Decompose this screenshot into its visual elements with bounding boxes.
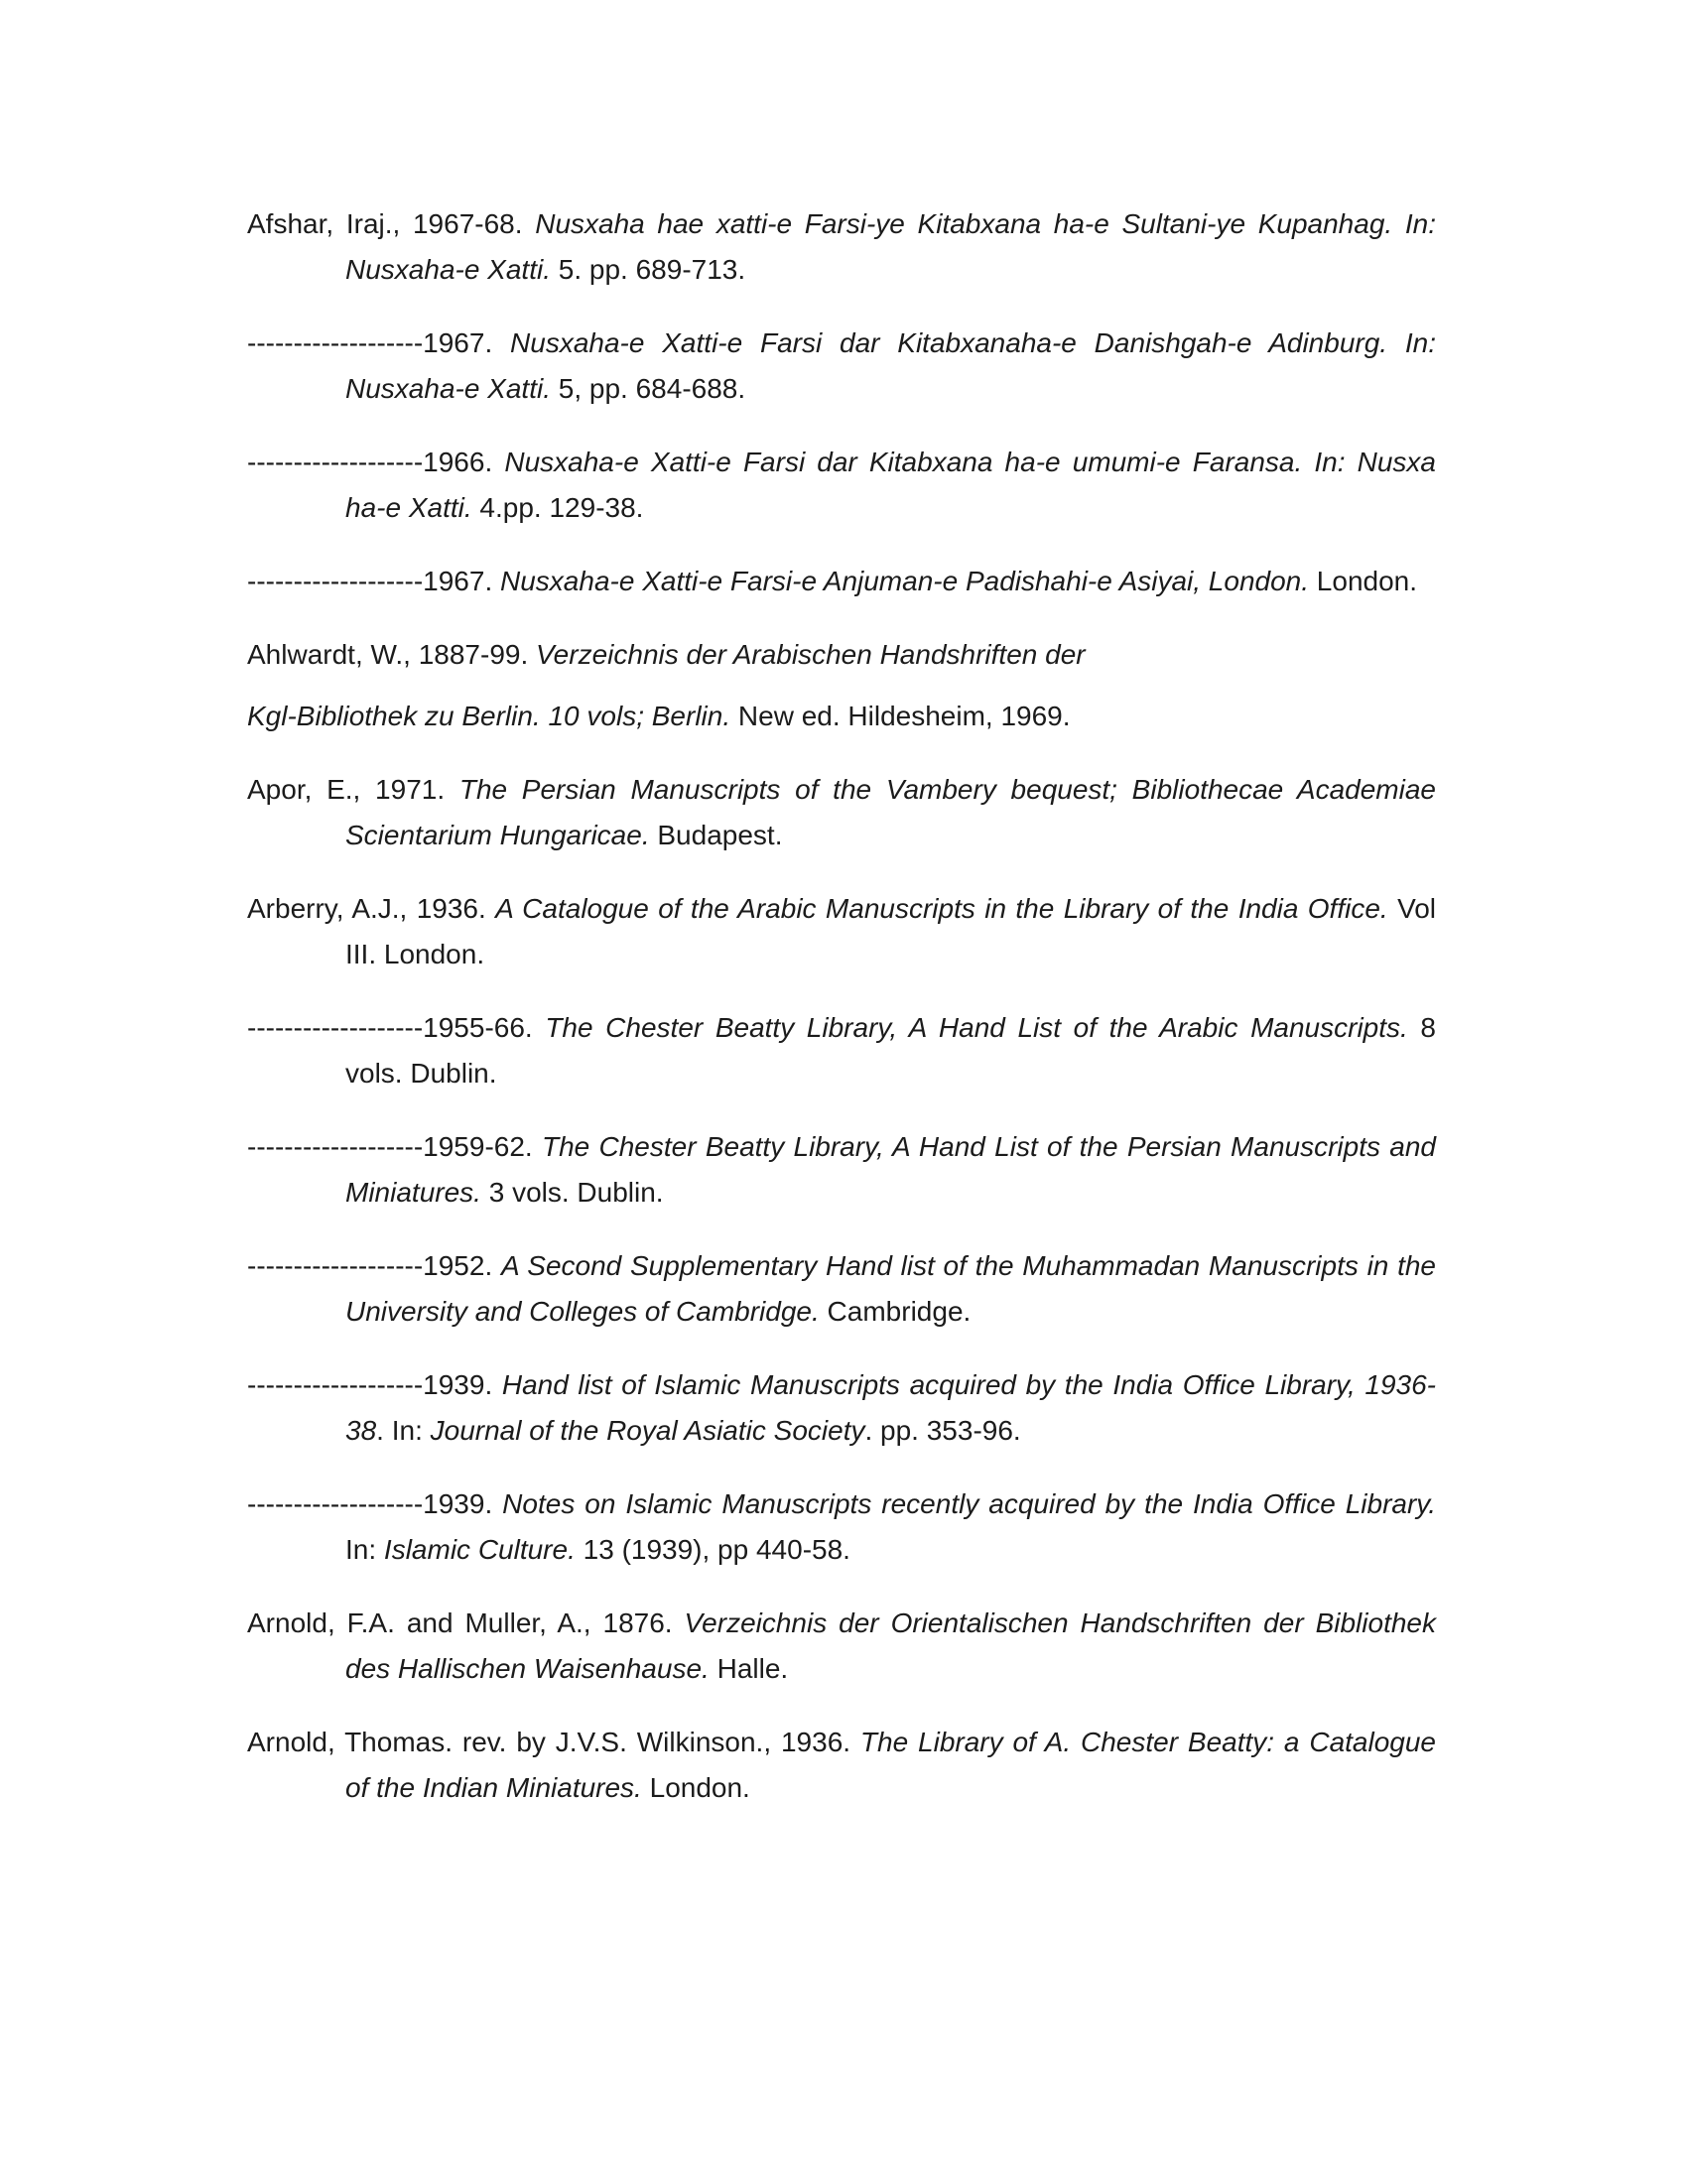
entry-text: Vol III. London. [345, 893, 1437, 969]
entry-text: . pp. 353-96. [864, 1415, 1021, 1446]
entry-text: -------------------1967. [247, 566, 501, 596]
entry-title-text: A Catalogue of the Arabic Manuscripts in the Library of the India Office. [495, 893, 1388, 924]
entry-title-text: The Library of A. Chester Beatty: a Catalogue of the Indian Miniatures. [345, 1727, 1437, 1803]
entry-text: 13 (1939), pp 440-58. [575, 1534, 850, 1565]
entry-text: 5. pp. 689-713. [551, 254, 746, 285]
bibliography-list [247, 201, 1436, 1839]
entry-text: Budapest. [649, 820, 783, 850]
entry-text: -------------------1952. [247, 1250, 501, 1281]
entry-text: -------------------1966. [247, 447, 505, 477]
bibliography-entry [247, 1005, 1436, 1096]
bibliography-entry [247, 1601, 1436, 1692]
entry-text: . In: [376, 1415, 431, 1446]
entry-text: -------------------1939. [247, 1369, 502, 1400]
bibliography-entry [247, 632, 1436, 678]
entry-title-text: Verzeichnis der Arabischen Handshriften der [536, 639, 1086, 670]
entry-title-text: Nusxaha-e Xatti-e Farsi-e Anjuman-e Padishahi-e Asiyai, London. [500, 566, 1310, 596]
entry-title-text: Kgl-Bibliothek zu Berlin. 10 vols; Berlin. [247, 701, 731, 731]
entry-text: -------------------1939. [247, 1488, 503, 1519]
entry-text: 3 vols. Dublin. [480, 1177, 664, 1208]
entry-text: 4.pp. 129-38. [471, 492, 644, 523]
entry-title-text: Notes on Islamic Manuscripts recently acquired by the India Office Library. [502, 1488, 1436, 1519]
bibliography-entry [247, 440, 1436, 531]
entry-text: Arnold, F.A. and Muller, A., 1876. [247, 1607, 685, 1638]
entry-text: 5, pp. 684-688. [551, 373, 746, 404]
entry-text: -------------------1967. [247, 327, 511, 358]
entry-title-text: Islamic Culture. [383, 1534, 576, 1565]
bibliography-entry [247, 1481, 1436, 1573]
entry-text: 8 vols. Dublin. [345, 1012, 1436, 1089]
entry-text: Ahlwardt, W., 1887-99. [247, 639, 537, 670]
entry-text: Arnold, Thomas. rev. by J.V.S. Wilkinson., 1936. [247, 1727, 860, 1757]
entry-text: Arberry, A.J., 1936. [247, 893, 496, 924]
entry-title-text: The Persian Manuscripts of the Vambery bequest; Bibliothecae Academiae Scientarium Hungaricae. [345, 774, 1436, 850]
entry-title-text: Nusxaha-e Xatti-e Farsi dar Kitabxana ha-e umumi-e Faransa. In: Nusxa ha-e Xatti. [345, 447, 1436, 523]
bibliography-entry [247, 1243, 1436, 1335]
entry-title-text: Nusxaha hae xatti-e Farsi-ye Kitabxana ha-e Sultani-ye Kupanhag. In: Nusxaha-e Xatti. [345, 208, 1436, 285]
entry-title-text: Nusxaha-e Xatti-e Farsi dar Kitabxanaha-e Danishgah-e Adinburg. In: Nusxaha-e Xatti. [345, 327, 1437, 404]
entry-title-text: Verzeichnis der Orientalischen Handschriften der Bibliothek des Hallischen Waisenhause. [345, 1607, 1436, 1684]
bibliography-entry [247, 767, 1436, 858]
entry-title-text: The Chester Beatty Library, A Hand List of the Arabic Manuscripts. [545, 1012, 1408, 1043]
bibliography-entry [247, 1720, 1436, 1811]
bibliography-entry [247, 886, 1436, 977]
entry-title-text: Hand list of Islamic Manuscripts acquired by the India Office Library, 1936-38 [345, 1369, 1436, 1446]
entry-text: Afshar, Iraj., 1967-68. [247, 208, 536, 239]
entry-text: London. [1309, 566, 1418, 596]
entry-text: In: [345, 1534, 384, 1565]
bibliography-entry [247, 694, 1436, 739]
entry-title-text: A Second Supplementary Hand list of the Muhammadan Manuscripts in the University and Colleges of Cambridge. [345, 1250, 1436, 1327]
entry-text: Halle. [709, 1653, 789, 1684]
entry-text: London. [641, 1772, 750, 1803]
entry-text: -------------------1955-66. [247, 1012, 546, 1043]
bibliography-entry [247, 321, 1436, 412]
entry-text: Apor, E., 1971. [247, 774, 459, 805]
bibliography-entry [247, 201, 1436, 293]
bibliography-entry [247, 1362, 1436, 1454]
entry-text: Cambridge. [819, 1296, 972, 1327]
entry-title-text: The Chester Beatty Library, A Hand List of the Persian Manuscripts and Miniatures. [345, 1131, 1436, 1208]
bibliography-entry [247, 1124, 1436, 1216]
entry-title-text: Journal of the Royal Asiatic Society [430, 1415, 865, 1446]
entry-text: -------------------1959-62. [247, 1131, 542, 1162]
entry-text: New ed. Hildesheim, 1969. [730, 701, 1071, 731]
bibliography-entry [247, 559, 1436, 604]
